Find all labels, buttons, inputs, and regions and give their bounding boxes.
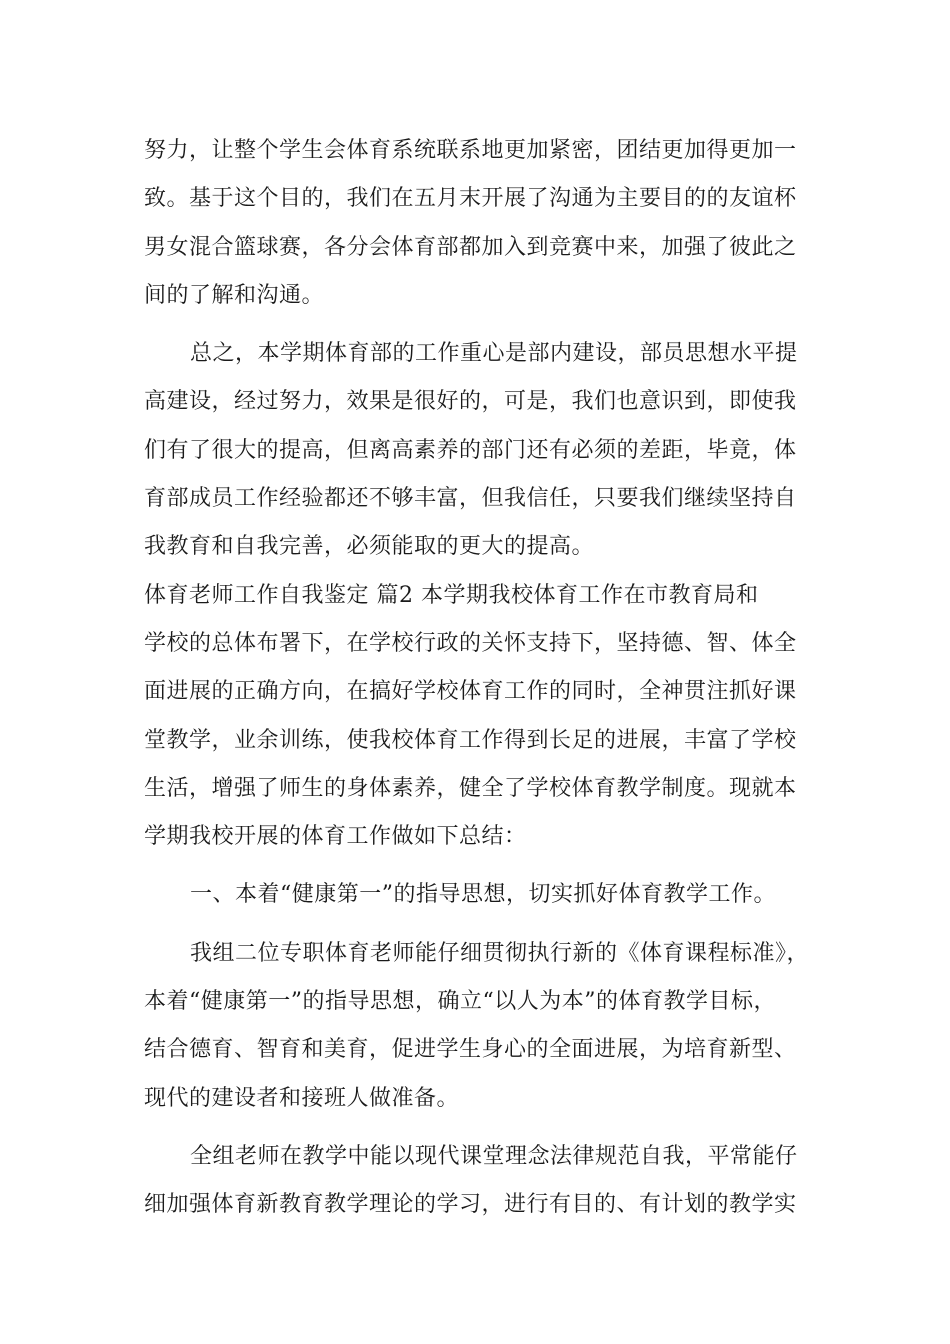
paragraph-gap [144,320,824,330]
text-line: 总之，本学期体育部的工作重心是部内建设，部员思想水平提 [190,341,798,367]
text-line: 结合德育、智育和美育，促进学生身心的全面进展，为培育新型、 [144,1037,797,1063]
text-line: 现代的建设者和接班人做准备。 [144,1085,460,1111]
text-line: 细加强体育新教育教学理论的学习，进行有目的、有计划的教学实 [144,1192,797,1218]
text-line: 男女混合篮球赛，各分会体育部都加入到竞赛中来，加强了彼此之 [144,234,797,260]
text-line: 间的了解和沟通。 [144,282,325,308]
text-line: 本着“健康第一”的指导思想，确立“以人为本”的体育教学目标， [144,989,776,1015]
text-line: 育部成员工作经验都还不够丰富，但我信任，只要我们继续坚持自 [144,486,797,512]
text-line: 面进展的正确方向，在搞好学校体育工作的同时，全神贯注抓好课 [144,679,797,705]
text-line: 学期我校开展的体育工作做如下总结： [144,824,527,850]
text-line: 一、本着“健康第一”的指导思想，切实抓好体育教学工作。 [190,882,776,908]
text-line: 努力，让整个学生会体育系统联系地更加紧密，团结更加得更加一 [144,138,797,163]
document-body [144,127,824,1230]
paragraph-gap [144,920,824,930]
text-line: 体育老师工作自我鉴定 篇2 本学期我校体育工作在市教育局和 [144,582,759,608]
text-line: 堂教学，业余训练，使我校体育工作得到长足的进展，丰富了学校 [144,727,797,753]
paragraph-gap [144,1123,824,1133]
text-line: 生活，增强了师生的身体素养，健全了学校体育教学制度。现就本 [144,775,797,801]
text-line: 全组老师在教学中能以现代课堂理念法律规范自我，平常能仔 [190,1143,798,1169]
paragraph-gap [144,861,824,871]
text-line: 高建设，经过努力，效果是很好的，可是，我们也意识到，即使我 [144,389,797,415]
text-line: 学校的总体布署下，在学校行政的关怀支持下，坚持德、智、体全 [144,630,797,656]
text-line: 们有了很大的提高，但离高素养的部门还有必须的差距，毕竟，体 [144,437,797,463]
text-line: 我组二位专职体育老师能仔细贯彻执行新的《体育课程标准》， [190,940,810,966]
text-line: 致。基于这个目的，我们在五月末开展了沟通为主要目的的友谊杯 [144,186,797,212]
text-line: 我教育和自我完善，必须能取的更大的提高。 [144,534,595,560]
